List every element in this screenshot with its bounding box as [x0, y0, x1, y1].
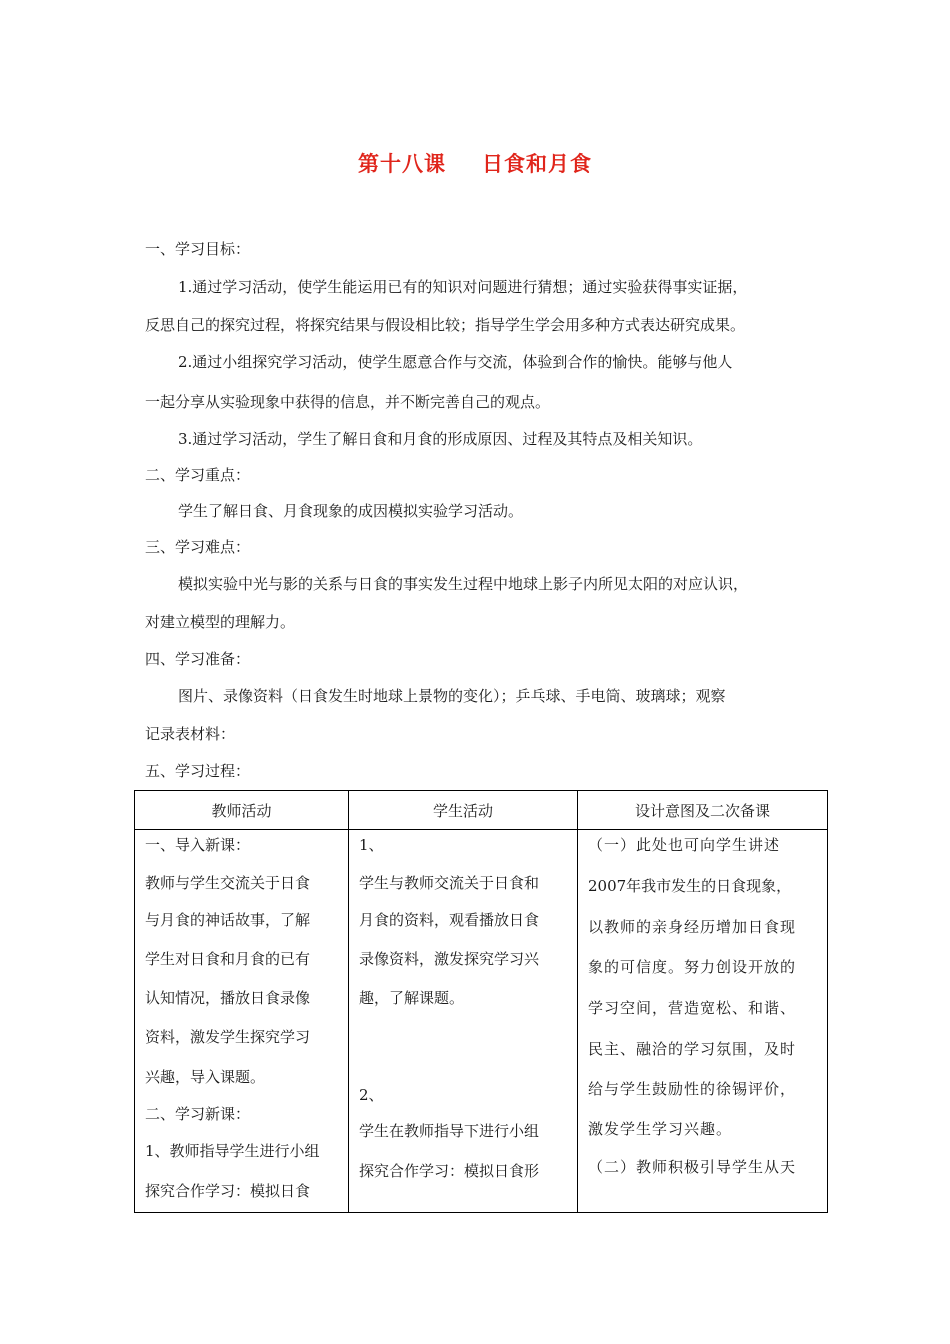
design-line: 学习空间，营造宽松、和谐、 — [588, 999, 797, 1017]
design-line: 象的可信度。努力创设开放的 — [588, 958, 797, 976]
teacher-line: 二、学习新课： — [145, 1105, 251, 1123]
teacher-line: 资料，激发学生探究学习 — [145, 1028, 311, 1046]
header-student-activity: 学生活动 — [349, 791, 578, 830]
process-heading: 五、学习过程： — [145, 762, 251, 780]
student-line: 2、 — [359, 1086, 384, 1104]
teacher-line: 教师与学生交流关于日食 — [145, 874, 311, 892]
process-table — [134, 790, 828, 1213]
teacher-line: 探究合作学习：模拟日食 — [145, 1182, 311, 1200]
design-line: （二）教师积极引导学生从天 — [588, 1158, 797, 1176]
key-points-text: 学生了解日食、月食现象的成因模拟实验学习活动。 — [178, 502, 524, 520]
header-design-intent: 设计意图及二次备课 — [578, 791, 828, 830]
teacher-line: 与月食的神话故事，了解 — [145, 911, 311, 929]
student-line: 趣，了解课题。 — [359, 989, 465, 1007]
goal-3: 3.通过学习活动，学生了解日食和月食的形成原因、过程及其特点及相关知识。 — [178, 430, 703, 448]
preparation-heading: 四、学习准备： — [145, 650, 251, 668]
design-line: 民主、融洽的学习氛围，及时 — [588, 1040, 797, 1058]
lesson-number: 第十八课 — [358, 151, 446, 176]
design-line: （一）此处也可向学生讲述 — [588, 836, 781, 854]
table-row — [135, 830, 828, 1213]
goal-2-line-1: 2.通过小组探究学习活动，使学生愿意合作与交流，体验到合作的愉快。能够与他人 — [178, 353, 733, 371]
student-line: 学生在教师指导下进行小组 — [359, 1122, 540, 1140]
lesson-topic: 日食和月食 — [482, 151, 592, 176]
table-header-row — [135, 791, 828, 830]
teacher-line: 1、教师指导学生进行小组 — [145, 1142, 320, 1160]
header-teacher-activity: 教师活动 — [135, 791, 349, 830]
student-line: 学生与教师交流关于日食和 — [359, 874, 540, 892]
student-line: 录像资料，激发探究学习兴 — [359, 950, 540, 968]
difficulties-heading: 三、学习难点： — [145, 538, 251, 556]
design-line: 给与学生鼓励性的徐锡评价， — [588, 1080, 797, 1098]
teacher-line: 兴趣，导入课题。 — [145, 1068, 266, 1086]
student-line: 探究合作学习：模拟日食形 — [359, 1162, 540, 1180]
design-line: 激发学生学习兴趣。 — [588, 1120, 733, 1138]
goal-1-line-2: 反思自己的探究过程，将探究结果与假设相比较；指导学生学会用多种方式表达研究成果。 — [145, 316, 746, 334]
teacher-activity-cell — [135, 830, 349, 1213]
preparation-line-2: 记录表材料： — [145, 725, 236, 743]
teacher-line: 认知情况，播放日食录像 — [145, 989, 311, 1007]
student-line: 1、 — [359, 836, 384, 854]
design-line: 2007年我市发生的日食现象， — [588, 877, 792, 895]
goal-2-line-2: 一起分享从实验现象中获得的信息，并不断完善自己的观点。 — [145, 393, 551, 411]
page-title — [0, 148, 950, 178]
teacher-line: 学生对日食和月食的已有 — [145, 950, 311, 968]
difficulties-line-1: 模拟实验中光与影的关系与日食的事实发生过程中地球上影子内所见太阳的对应认识， — [178, 575, 749, 593]
student-activity-cell — [349, 830, 578, 1213]
goals-heading: 一、学习目标： — [145, 240, 251, 258]
difficulties-line-2: 对建立模型的理解力。 — [145, 613, 296, 631]
preparation-line-1: 图片、录像资料（日食发生时地球上景物的变化）；乒乓球、手电筒、玻璃球；观察 — [178, 687, 726, 705]
key-points-heading: 二、学习重点： — [145, 466, 251, 484]
design-line: 以教师的亲身经历增加日食现 — [588, 918, 797, 936]
student-line: 月食的资料，观看播放日食 — [359, 911, 540, 929]
teacher-line: 一、导入新课： — [145, 836, 251, 854]
design-intent-cell — [578, 830, 828, 1213]
goal-1-line-1: 1.通过学习活动，使学生能运用已有的知识对问题进行猜想；通过实验获得事实证据， — [178, 278, 748, 296]
